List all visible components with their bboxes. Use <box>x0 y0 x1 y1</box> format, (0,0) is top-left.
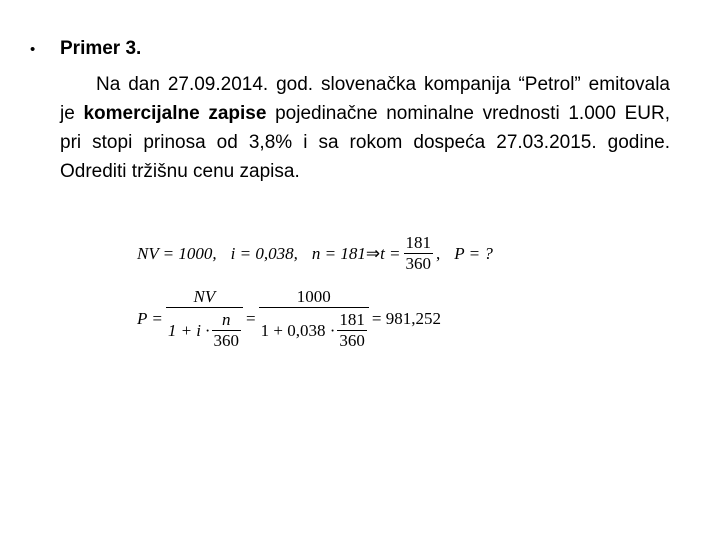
formula-given-values <box>137 233 493 274</box>
formula-price-calculation <box>137 287 441 351</box>
days-numerator: 181 <box>339 310 365 329</box>
p-unknown: P = ? <box>454 243 493 263</box>
formula-numerator: NV <box>193 287 216 306</box>
paragraph-bold-term: komercijalne zapise <box>83 103 267 124</box>
paragraph-text-1: Na dan 27.09.2014. god. slovenačka kompanija “Petrol” emitovala je <box>60 74 670 124</box>
days-denominator: 360 <box>339 331 365 350</box>
implies-arrow: ⇒ <box>365 243 381 263</box>
heading-title: Primer 3. <box>60 38 142 59</box>
numeric-denominator <box>259 307 369 351</box>
t-label: t = <box>380 243 401 263</box>
price-formula-fraction <box>166 287 243 351</box>
bullet-heading <box>30 38 141 60</box>
days-fraction <box>337 310 367 351</box>
problem-paragraph <box>60 70 670 186</box>
t-numerator: 181 <box>405 233 432 252</box>
t-comma: , <box>436 243 441 263</box>
p-label: P = <box>137 309 163 328</box>
n-over-360 <box>212 310 242 351</box>
nv-value: NV = 1000, <box>137 243 217 263</box>
numeric-numerator: 1000 <box>296 287 331 306</box>
bullet-icon: • <box>30 41 36 58</box>
formula-denominator-text: 1 + i · <box>167 320 210 340</box>
i-value: i = 0,038, <box>230 243 298 263</box>
paragraph-text-2: pojedinačne nominalne vrednosti 1.000 EUR, pri stopi prinosa od 3,8% i sa rokom dospeća 27.03.2015. godine. Odrediti tržišnu cenu zapisa. <box>60 103 670 182</box>
n-denominator: 360 <box>213 331 240 350</box>
n-value: n = 181 <box>311 243 366 263</box>
formula-denominator <box>166 307 243 351</box>
numeric-denominator-text: 1 + 0,038 · <box>260 320 336 340</box>
t-fraction <box>404 233 434 274</box>
n-numerator: n <box>222 310 231 329</box>
equals-sign: = <box>246 309 256 328</box>
numeric-fraction <box>259 287 369 351</box>
t-denominator: 360 <box>405 254 432 273</box>
result-value: = 981,252 <box>371 309 441 328</box>
